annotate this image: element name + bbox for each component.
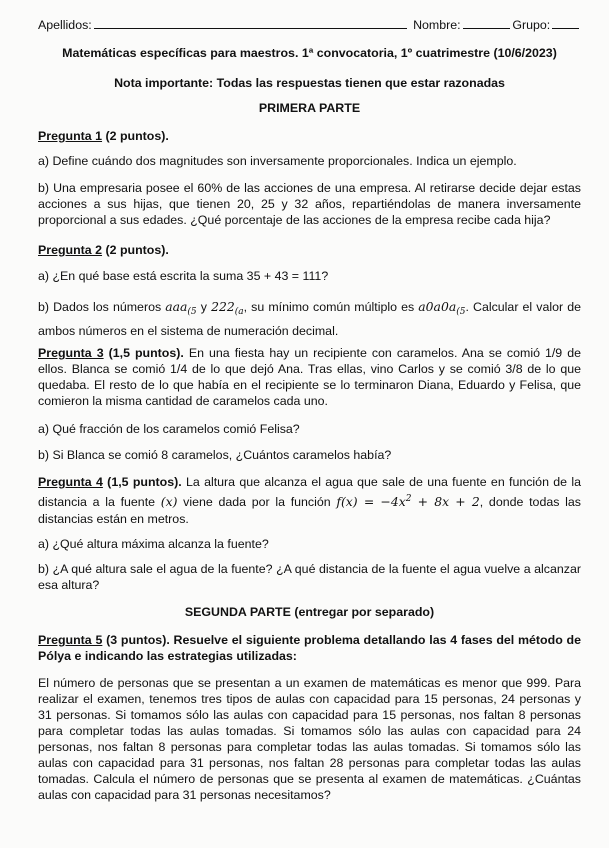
important-note: Nota importante: Todas las respuestas tienen que estar razonadas xyxy=(114,76,505,90)
question-2-label: Pregunta 2 xyxy=(38,243,103,257)
question-4a: a) ¿Qué altura máxima alcanza la fuente? xyxy=(38,537,269,551)
question-3b: b) Si Blanca se comió 8 caramelos, ¿Cuántos caramelos había? xyxy=(38,448,392,462)
question-3: Pregunta 3 (1,5 puntos). En una fiesta hay un recipiente con caramelos. Ana se comió 1/9 de ellos. Blanca se comió 1/4 de lo que dejó Ana. Tras ellas, vino Carlos y se comió 3/8 de lo que quedaba. El resto de lo que había en el recipiente se lo terminaron Diana, Eduardo y Felisa, que comieron la misma cantidad de caramelos cada uno. xyxy=(38,346,581,408)
part-one-heading: PRIMERA PARTE xyxy=(258,101,361,115)
question-1-points: (2 puntos). xyxy=(102,129,169,143)
question-2a: a) ¿En qué base está escrita la suma 35 + 43 = 111? xyxy=(38,269,329,283)
nombre-label: Nombre: xyxy=(413,18,461,32)
question-4b: b) ¿A qué altura sale el agua de la fuente? ¿A qué distancia de la fuente el agua vuelve a alcanzar esa altura? xyxy=(38,562,581,592)
question-5-label: Pregunta 5 xyxy=(38,633,103,647)
question-4-label: Pregunta 4 xyxy=(38,475,103,489)
question-5-heading: Pregunta 5 (3 puntos). Resuelve el siguiente problema detallando las 4 fases del método de Pólya e indicando las estrategias utilizadas: xyxy=(38,633,581,663)
apellidos-field[interactable] xyxy=(94,16,407,29)
student-header xyxy=(38,16,581,34)
question-3a: a) Qué fracción de los caramelos comió Felisa? xyxy=(38,422,300,436)
nombre-field[interactable] xyxy=(463,16,511,29)
question-2b: b) Dados los números aaa$_{(5}$ y $222_{(a}$, su mínimo común múltiplo es $a0a0a_{(5}$. Calcular el valor de ambos números en el sistema de numeración decimal. xyxy=(38,299,582,338)
question-1a: a) Define cuándo dos magnitudes son inversamente proporcionales. Indica un ejemplo. xyxy=(38,154,517,168)
question-1b: b) Una empresaria posee el 60% de las acciones de una empresa. Al retirarse decide dejar estas acciones a sus hijas, que tienen 20, 25 y 32 años, repartiéndolas de manera inversamente proporcional a sus edades. ¿Qué porcentaje de las acciones de la empresa recibe cada hija? xyxy=(38,181,581,227)
question-5-text: El número de personas que se presentan a un examen de matemáticas es menor que 999. Para realizar el examen, tenemos tres tipos de aulas con capacidad para 15 personas, 24 personas y 31 personas. Si tomamos sólo las aulas con capacidad para 15 personas, nos faltan 8 personas para completar todas las aulas tomadas. Si tomamos sólo las aulas con capacidad para 24 personas, nos faltan 8 personas para completar todas las aulas tomadas. Si tomamos sólo las aulas con capacidad para 31 personas, nos faltan 28 personas para completar todas las aulas tomadas. Calcula el número de personas que se presenta al examen de matemáticas. ¿Cuántas aulas con capacidad para 31 personas necesitamos? xyxy=(38,676,581,802)
question-1-label: Pregunta 1 xyxy=(38,129,103,143)
apellidos-label: Apellidos: xyxy=(38,18,92,32)
question-2-heading xyxy=(38,242,581,258)
question-1-heading xyxy=(38,128,581,144)
question-3-label: Pregunta 3 xyxy=(38,346,104,360)
exam-title: Matemáticas específicas para maestros. 1ª convocatoria, 1º cuatrimestre (10/6/2023) xyxy=(62,46,557,60)
part-two-heading: SEGUNDA PARTE (entregar por separado) xyxy=(184,605,435,619)
grupo-field[interactable] xyxy=(552,16,579,29)
question-4: Pregunta 4 (1,5 puntos). La altura que alcanza el agua que sale de una fuente en función de la distancia a la fuente (x) viene dada por la función $f(x) = -4x^2 + 8x + 2$, donde todas las distancias están en metros. xyxy=(38,475,581,526)
question-2-points: (2 puntos). xyxy=(102,243,169,257)
grupo-label: Grupo: xyxy=(512,18,551,32)
